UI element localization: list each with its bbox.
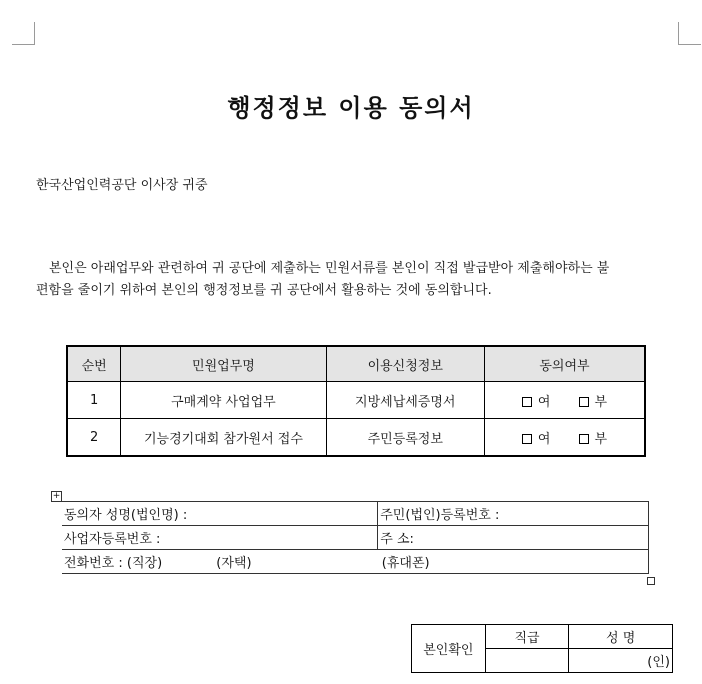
checkbox-icon[interactable] — [522, 434, 532, 444]
consent-no-label: 부 — [594, 431, 608, 447]
confirmation-label: 본인확인 — [412, 625, 486, 673]
consent-text-line-2: 편함을 줄이기 위하여 본인의 행정정보를 귀 공단에서 활용하는 것에 동의합니다. — [36, 283, 492, 298]
consent-paragraph — [36, 258, 680, 302]
page-corner-mark-top-left — [12, 22, 35, 45]
address-field[interactable]: 주 소: — [378, 526, 649, 550]
phone-field[interactable] — [62, 550, 378, 574]
plus-square-icon[interactable]: + — [52, 491, 61, 501]
applicant-name-field[interactable]: 동의자 성명(법인명) : — [62, 502, 378, 526]
phone-mobile-label: (휴대폰) — [381, 556, 430, 571]
mobile-field[interactable] — [378, 550, 649, 574]
checkbox-icon[interactable] — [579, 397, 589, 407]
consent-yes-label: 여 — [537, 394, 551, 410]
business-number-field[interactable]: 사업자등록번호 : — [62, 526, 378, 550]
consent-yes-option[interactable] — [522, 428, 551, 447]
consent-no-option[interactable] — [579, 428, 608, 447]
recipient-line: 한국산업인력공단 이사장 귀중 — [36, 178, 208, 193]
row-task: 구매계약 사업업무 — [121, 382, 326, 419]
table-row — [412, 625, 673, 649]
seal-mark: (인) — [647, 655, 670, 670]
row-info: 지방세납세증명서 — [326, 382, 484, 419]
checkbox-icon[interactable] — [579, 434, 589, 444]
name-header: 성 명 — [569, 625, 673, 649]
resize-handle[interactable] — [647, 577, 655, 585]
position-header: 직급 — [485, 625, 569, 649]
table-row — [62, 550, 649, 574]
signature-field[interactable] — [569, 649, 673, 673]
consent-yes-label: 여 — [537, 431, 551, 447]
table-row — [62, 502, 649, 526]
table-row — [67, 419, 645, 457]
row-consent — [484, 382, 645, 419]
phone-work-label: 전화번호 : (직장) — [64, 556, 163, 571]
header-seq: 순번 — [67, 346, 121, 382]
header-info: 이용신청정보 — [326, 346, 484, 382]
row-task: 기능경기대회 참가원서 접수 — [121, 419, 326, 457]
phone-home-label: (자택) — [216, 556, 252, 571]
applicant-info-table — [62, 501, 649, 574]
service-consent-table — [66, 345, 646, 457]
consent-no-option[interactable] — [579, 391, 608, 410]
consent-text-line-1: 본인은 아래업무와 관련하여 귀 공단에 제출하는 민원서류를 본인이 직접 발급받아 제출해야하는 불 — [49, 261, 610, 276]
table-row — [67, 382, 645, 419]
consent-no-label: 부 — [594, 394, 608, 410]
row-info: 주민등록정보 — [326, 419, 484, 457]
consent-yes-option[interactable] — [522, 391, 551, 410]
table-row — [62, 526, 649, 550]
header-task: 민원업무명 — [121, 346, 326, 382]
identity-confirmation-table — [411, 624, 673, 673]
page-corner-mark-top-right — [678, 22, 701, 45]
header-consent: 동의여부 — [484, 346, 645, 382]
registration-number-field[interactable]: 주민(법인)등록번호 : — [378, 502, 649, 526]
row-consent — [484, 419, 645, 457]
document-title: 행정정보 이용 동의서 — [227, 93, 475, 122]
row-seq: 2 — [67, 419, 121, 457]
checkbox-icon[interactable] — [522, 397, 532, 407]
row-seq: 1 — [67, 382, 121, 419]
table-header-row — [67, 346, 645, 382]
position-field[interactable] — [485, 649, 569, 673]
